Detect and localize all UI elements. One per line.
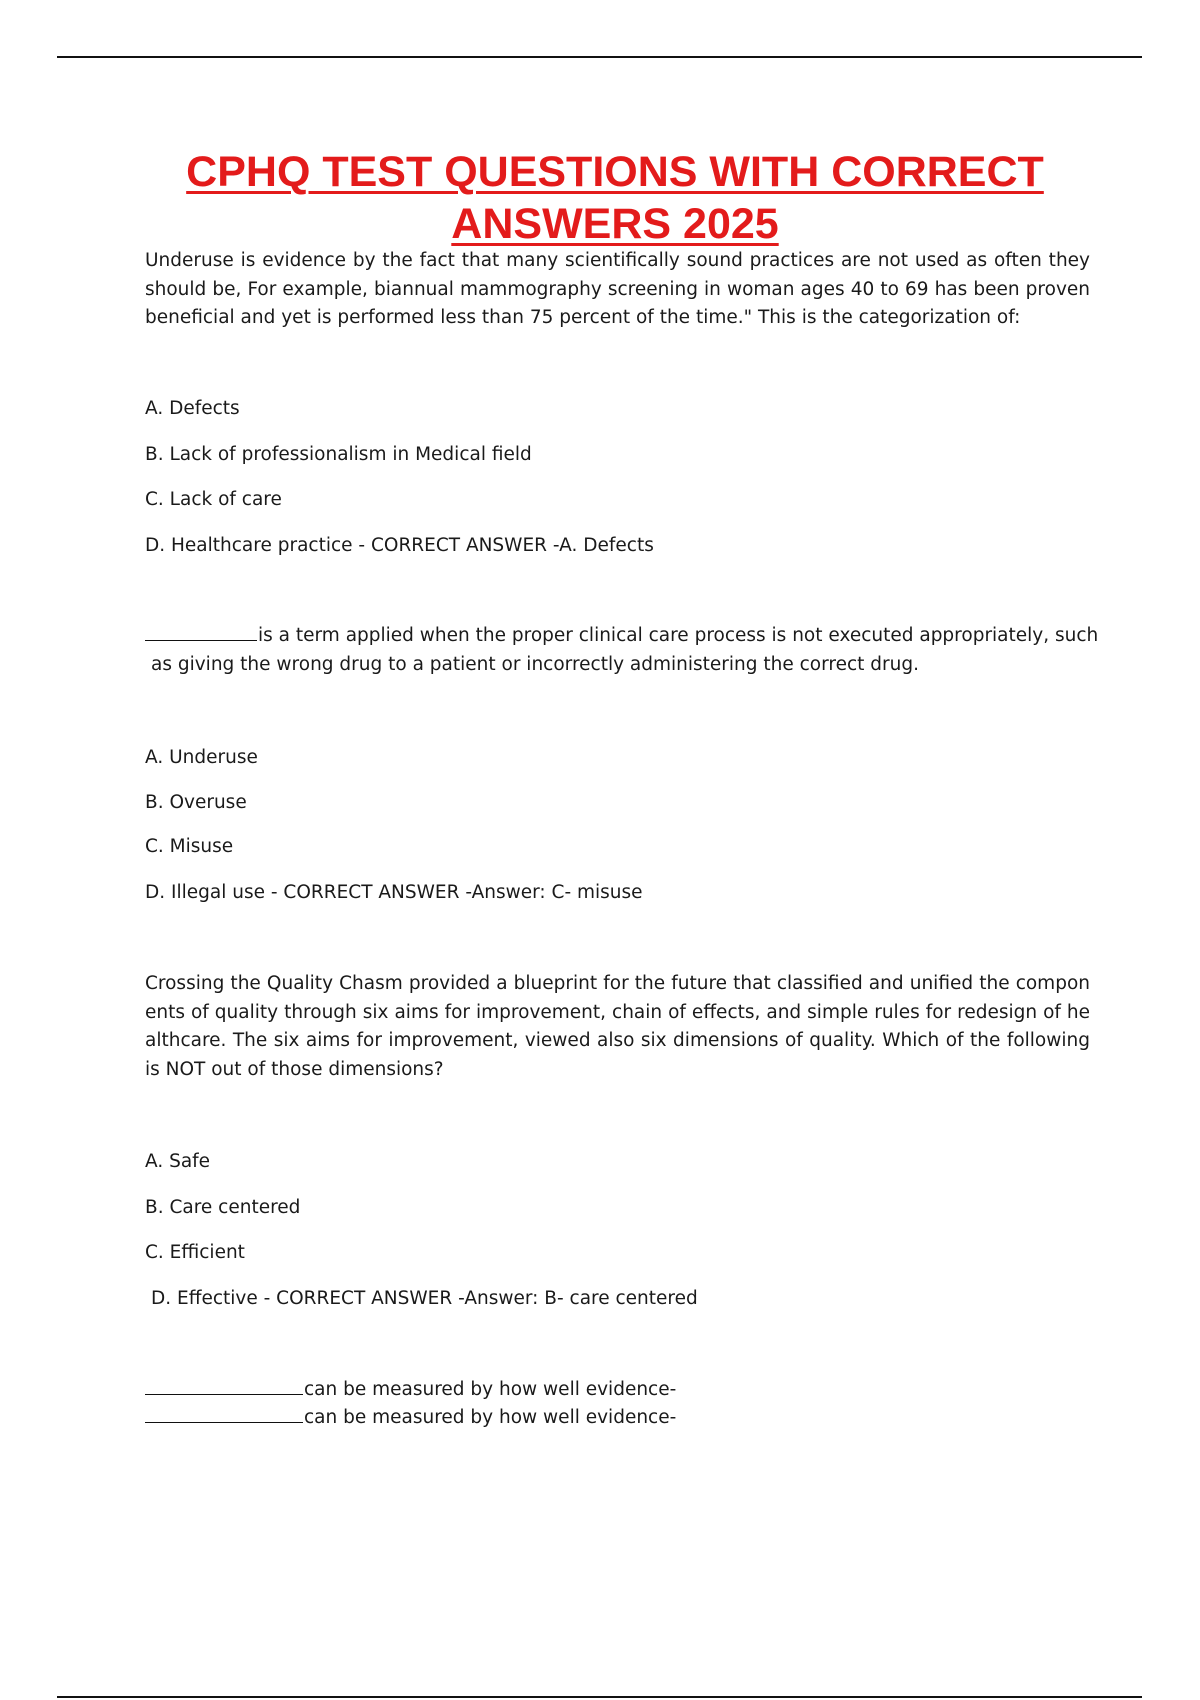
document-title (120, 146, 1110, 250)
question-1-option-b: B. Lack of professionalism in Medical field (145, 444, 532, 465)
question-3-stem (145, 970, 1090, 1084)
question-2-line-1 (145, 622, 1099, 651)
question-2-option-b: B. Overuse (145, 792, 247, 813)
question-3-option-c: C. Efficient (145, 1242, 245, 1263)
question-1-text: Underuse is evidence by the fact that many scientifically sound practices are not used as often they should be, For example, biannual mammography screening in woman ages 40 to 69 has been proven beneficial and yet is performed less than 75 percent of the time." This is the categorization of: (145, 250, 1090, 328)
question-1-option-c: C. Lack of care (145, 489, 282, 510)
question-2-stem (145, 622, 1099, 679)
question-2-option-c: C. Misuse (145, 836, 234, 857)
question-4-text-2: can be measured by how well evidence- (304, 1407, 677, 1428)
question-2-line-2: as giving the wrong drug to a patient or incorrectly administering the correct drug. (151, 653, 919, 675)
question-1-option-d: D. Healthcare practice - CORRECT ANSWER -A. Defects (145, 535, 654, 556)
answer-blank (145, 639, 257, 641)
question-4-line-2 (145, 1405, 676, 1431)
question-3-text: Crossing the Quality Chasm provided a blueprint for the future that classified and unified the components of quality through six aims for improvement, chain of effects, and simple rules for redesign of healthcare. The six aims for improvement, viewed also six dimensions of quality. Which of the following is NOT out of those dimensions? (145, 973, 1090, 1080)
question-1-option-a: A. Defects (145, 398, 240, 419)
question-4-line-1 (145, 1377, 676, 1403)
question-2-option-d: D. Illegal use - CORRECT ANSWER -Answer: C- misuse (145, 882, 643, 903)
answer-blank (145, 1421, 303, 1423)
question-1-stem (145, 247, 1090, 333)
question-3-option-a: A. Safe (145, 1151, 211, 1172)
answer-blank (145, 1393, 303, 1395)
question-2-option-a: A. Underuse (145, 747, 258, 768)
title-line-1: CPHQ TEST QUESTIONS WITH CORRECT (186, 148, 1044, 196)
question-3-option-d: D. Effective - CORRECT ANSWER -Answer: B- care centered (151, 1288, 698, 1309)
question-2-text-1: is a term applied when the proper clinical care process is not executed appropriately, such (258, 625, 1099, 646)
title-line-2: ANSWERS 2025 (451, 200, 779, 248)
header-rule (57, 56, 1142, 58)
footer-rule (57, 1696, 1142, 1698)
question-3-option-b: B. Care centered (145, 1197, 301, 1218)
question-4-text-1: can be measured by how well evidence- (304, 1379, 677, 1400)
